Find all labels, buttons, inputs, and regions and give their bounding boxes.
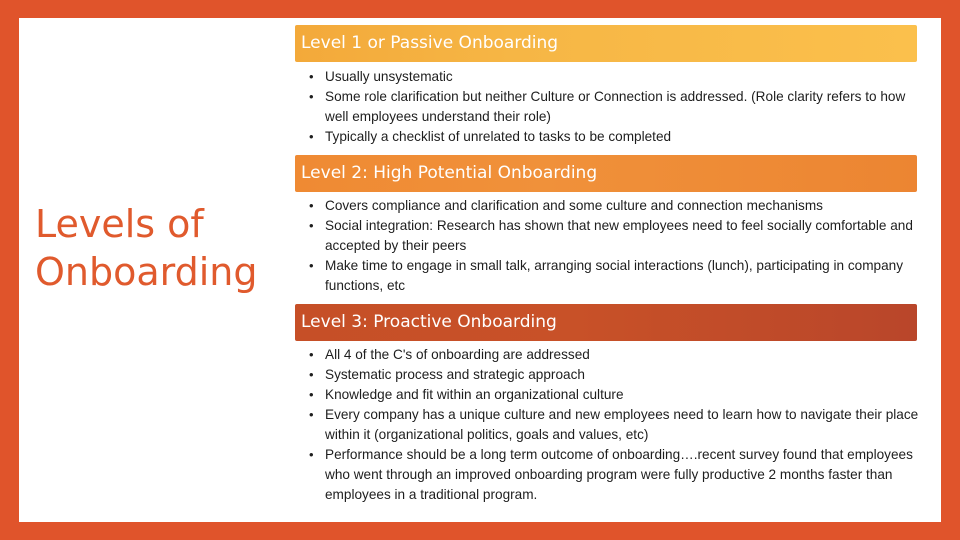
list-item: • Make time to engage in small talk, arranging social interactions (lunch), participating in company functions, etc: [307, 256, 927, 296]
list-item: • Every company has a unique culture and new employees need to learn how to navigate their place within it (organizational politics, goals and values, etc): [307, 405, 927, 445]
list-item: • Performance should be a long term outcome of onboarding….recent survey found that employees who went through an improved onboarding program were fully productive 2 months faster than employees in a traditional program.: [307, 445, 927, 505]
list-item: • Social integration: Research has shown that new employees need to feel socially comfortable and accepted by their peers: [307, 216, 927, 256]
list-item: • Typically a checklist of unrelated to tasks to be completed: [307, 127, 927, 147]
list-item: • Usually unsystematic: [307, 67, 927, 87]
slide-title: Levels of Onboarding: [35, 202, 258, 294]
list-item: • All 4 of the C's of onboarding are addressed: [307, 345, 927, 365]
level-2-heading: Level 2: High Potential Onboarding: [295, 155, 917, 192]
slide-canvas: [19, 18, 941, 522]
level-3-heading: Level 3: Proactive Onboarding: [295, 304, 917, 341]
level-2-bullet-list: [307, 196, 927, 296]
level-1-heading: Level 1 or Passive Onboarding: [295, 25, 917, 62]
level-3-bullet-list: [307, 345, 927, 505]
list-item: • Covers compliance and clarification and some culture and connection mechanisms: [307, 196, 927, 216]
list-item: • Knowledge and fit within an organizational culture: [307, 385, 927, 405]
list-item: • Systematic process and strategic approach: [307, 365, 927, 385]
list-item: • Some role clarification but neither Culture or Connection is addressed. (Role clarity refers to how well employees understand their role): [307, 87, 927, 127]
level-1-bullet-list: [307, 67, 927, 147]
